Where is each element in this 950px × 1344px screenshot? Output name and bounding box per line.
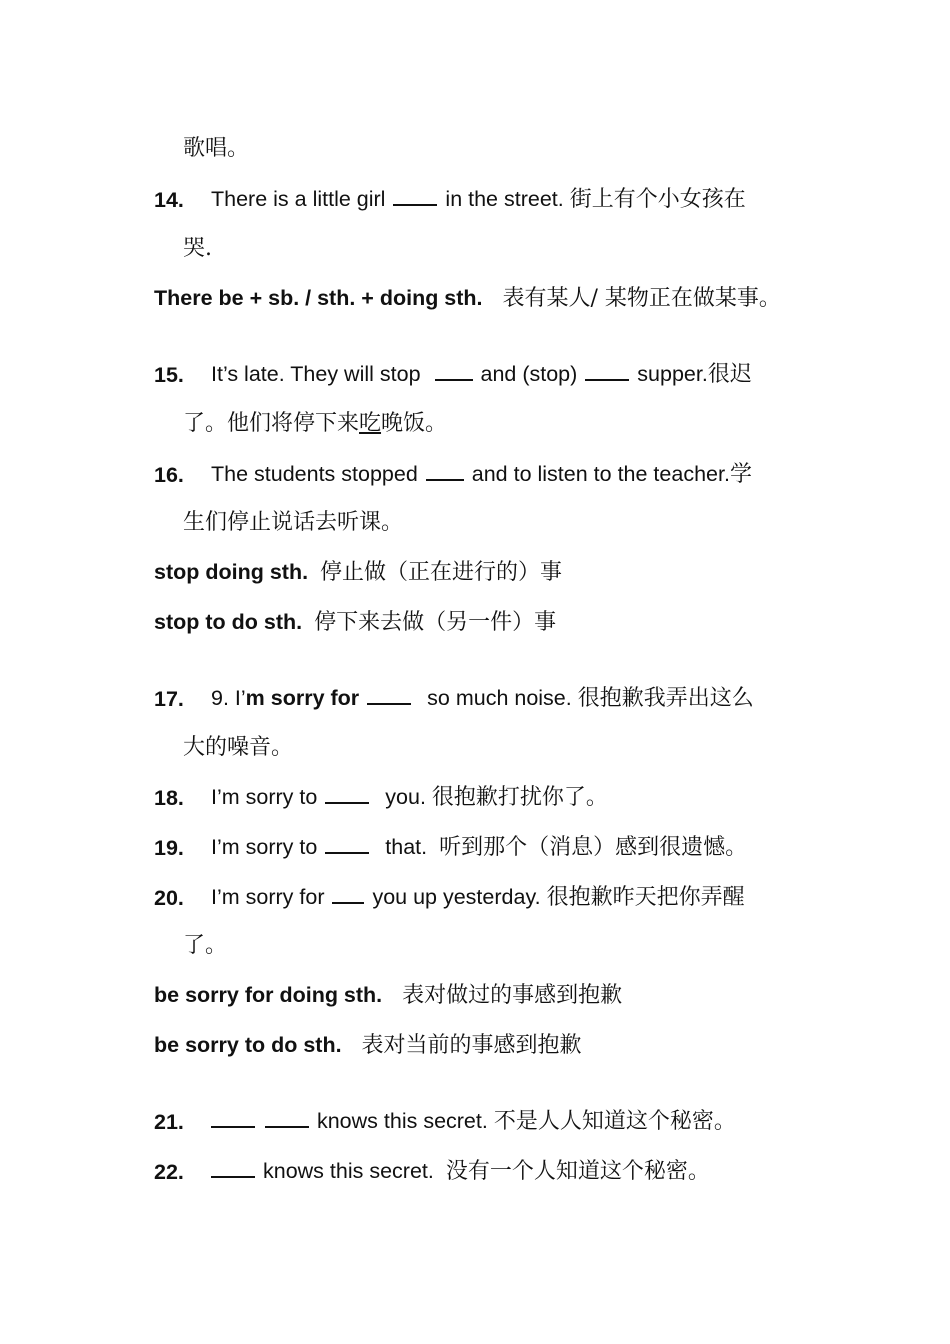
continuation-text: 了。 bbox=[183, 933, 228, 958]
translation-text: 听到那个（消息）感到很遗憾。 bbox=[439, 835, 748, 860]
sentence-text: I’m sorry to bbox=[211, 835, 318, 859]
item-number: 17. bbox=[154, 687, 184, 711]
sentence-20 bbox=[211, 886, 745, 909]
sentence-21 bbox=[211, 1110, 736, 1133]
item-number: 14. bbox=[154, 188, 184, 212]
answer-blank bbox=[435, 363, 473, 381]
translation-text: 了。他们将停下来 bbox=[183, 411, 360, 436]
sentence-15 bbox=[211, 363, 752, 386]
translation-text: 很抱歉昨天把你弄醒 bbox=[546, 885, 745, 910]
sentence-text: I’m sorry for bbox=[211, 885, 325, 909]
translation-text: 晚饭。 bbox=[381, 411, 448, 436]
sentence-text: so much noise. bbox=[427, 686, 572, 710]
sentence-17 bbox=[211, 687, 754, 710]
item-number: 21. bbox=[154, 1110, 184, 1134]
continuation-text: 哭. bbox=[183, 236, 212, 261]
continuation-text: 歌唱。 bbox=[183, 136, 250, 161]
rule-pattern: stop to do sth. bbox=[154, 610, 303, 634]
translation-text: 很抱歉我弄出这么 bbox=[577, 686, 754, 711]
answer-blank bbox=[265, 1110, 309, 1128]
sentence-18 bbox=[211, 786, 608, 809]
rule-meaning: 表对做过的事感到抱歉 bbox=[402, 983, 623, 1008]
answer-blank bbox=[211, 1110, 255, 1128]
item-number: 22. bbox=[154, 1160, 184, 1184]
sentence-text: you up yesterday. bbox=[372, 885, 541, 909]
continuation-text: 大的噪音。 bbox=[183, 735, 294, 760]
rule-pattern: There be + sb. / sth. + doing sth. bbox=[154, 286, 483, 310]
sentence-19 bbox=[211, 836, 747, 859]
sentence-16 bbox=[211, 463, 752, 486]
sentence-text: that. bbox=[385, 835, 428, 859]
answer-blank bbox=[325, 786, 369, 804]
sentence-text: The students stopped bbox=[211, 462, 418, 486]
sentence-text: I’m sorry to bbox=[211, 785, 318, 809]
sentence-14 bbox=[211, 188, 746, 211]
sentence-text: supper. bbox=[637, 362, 708, 386]
sentence-text: and (stop) bbox=[480, 362, 578, 386]
grammar-rule bbox=[154, 612, 556, 634]
rule-meaning: 停止做（正在进行的）事 bbox=[320, 560, 563, 585]
translation-underlined: 吃 bbox=[359, 411, 382, 436]
item-number: 18. bbox=[154, 786, 184, 810]
sentence-text: and to listen to the teacher. bbox=[471, 462, 730, 486]
continuation-text bbox=[183, 413, 447, 435]
sentence-text: knows this secret. bbox=[316, 1109, 488, 1133]
grammar-rule bbox=[154, 288, 781, 310]
sentence-text: 9. I’ bbox=[211, 686, 246, 710]
answer-blank bbox=[585, 363, 629, 381]
rule-meaning: 表对当前的事感到抱歉 bbox=[361, 1033, 582, 1058]
continuation-text: 生们停止说话去听课。 bbox=[183, 510, 404, 535]
item-number: 20. bbox=[154, 886, 184, 910]
answer-blank bbox=[426, 463, 464, 481]
grammar-rule bbox=[154, 1035, 582, 1057]
translation-text: 学 bbox=[729, 462, 752, 487]
grammar-rule bbox=[154, 562, 562, 584]
answer-blank bbox=[393, 188, 437, 206]
sentence-text: knows this secret. bbox=[262, 1159, 434, 1183]
grammar-rule bbox=[154, 985, 622, 1007]
sentence-bold-text: m sorry for bbox=[245, 686, 360, 710]
sentence-22 bbox=[211, 1160, 710, 1183]
answer-blank bbox=[332, 886, 364, 904]
sentence-text: It’s late. They will stop bbox=[211, 362, 421, 386]
translation-text: 没有一个人知道这个秘密。 bbox=[445, 1159, 710, 1184]
answer-blank bbox=[325, 836, 369, 854]
sentence-text: in the street. bbox=[445, 187, 564, 211]
rule-meaning: 停下来去做（另一件）事 bbox=[314, 610, 557, 635]
item-number: 19. bbox=[154, 836, 184, 860]
answer-blank bbox=[367, 687, 411, 705]
item-number: 16. bbox=[154, 463, 184, 487]
rule-pattern: be sorry to do sth. bbox=[154, 1033, 342, 1057]
answer-blank bbox=[211, 1160, 255, 1178]
sentence-text: you. bbox=[385, 785, 426, 809]
translation-text: 很抱歉打扰你了。 bbox=[431, 785, 608, 810]
item-number: 15. bbox=[154, 363, 184, 387]
translation-text: 街上有个小女孩在 bbox=[569, 187, 746, 212]
rule-meaning: 表有某人/ 某物正在做某事。 bbox=[502, 286, 781, 311]
translation-text: 很迟 bbox=[707, 362, 752, 387]
sentence-text: There is a little girl bbox=[211, 187, 386, 211]
rule-pattern: be sorry for doing sth. bbox=[154, 983, 383, 1007]
rule-pattern: stop doing sth. bbox=[154, 560, 309, 584]
translation-text: 不是人人知道这个秘密。 bbox=[493, 1109, 736, 1134]
